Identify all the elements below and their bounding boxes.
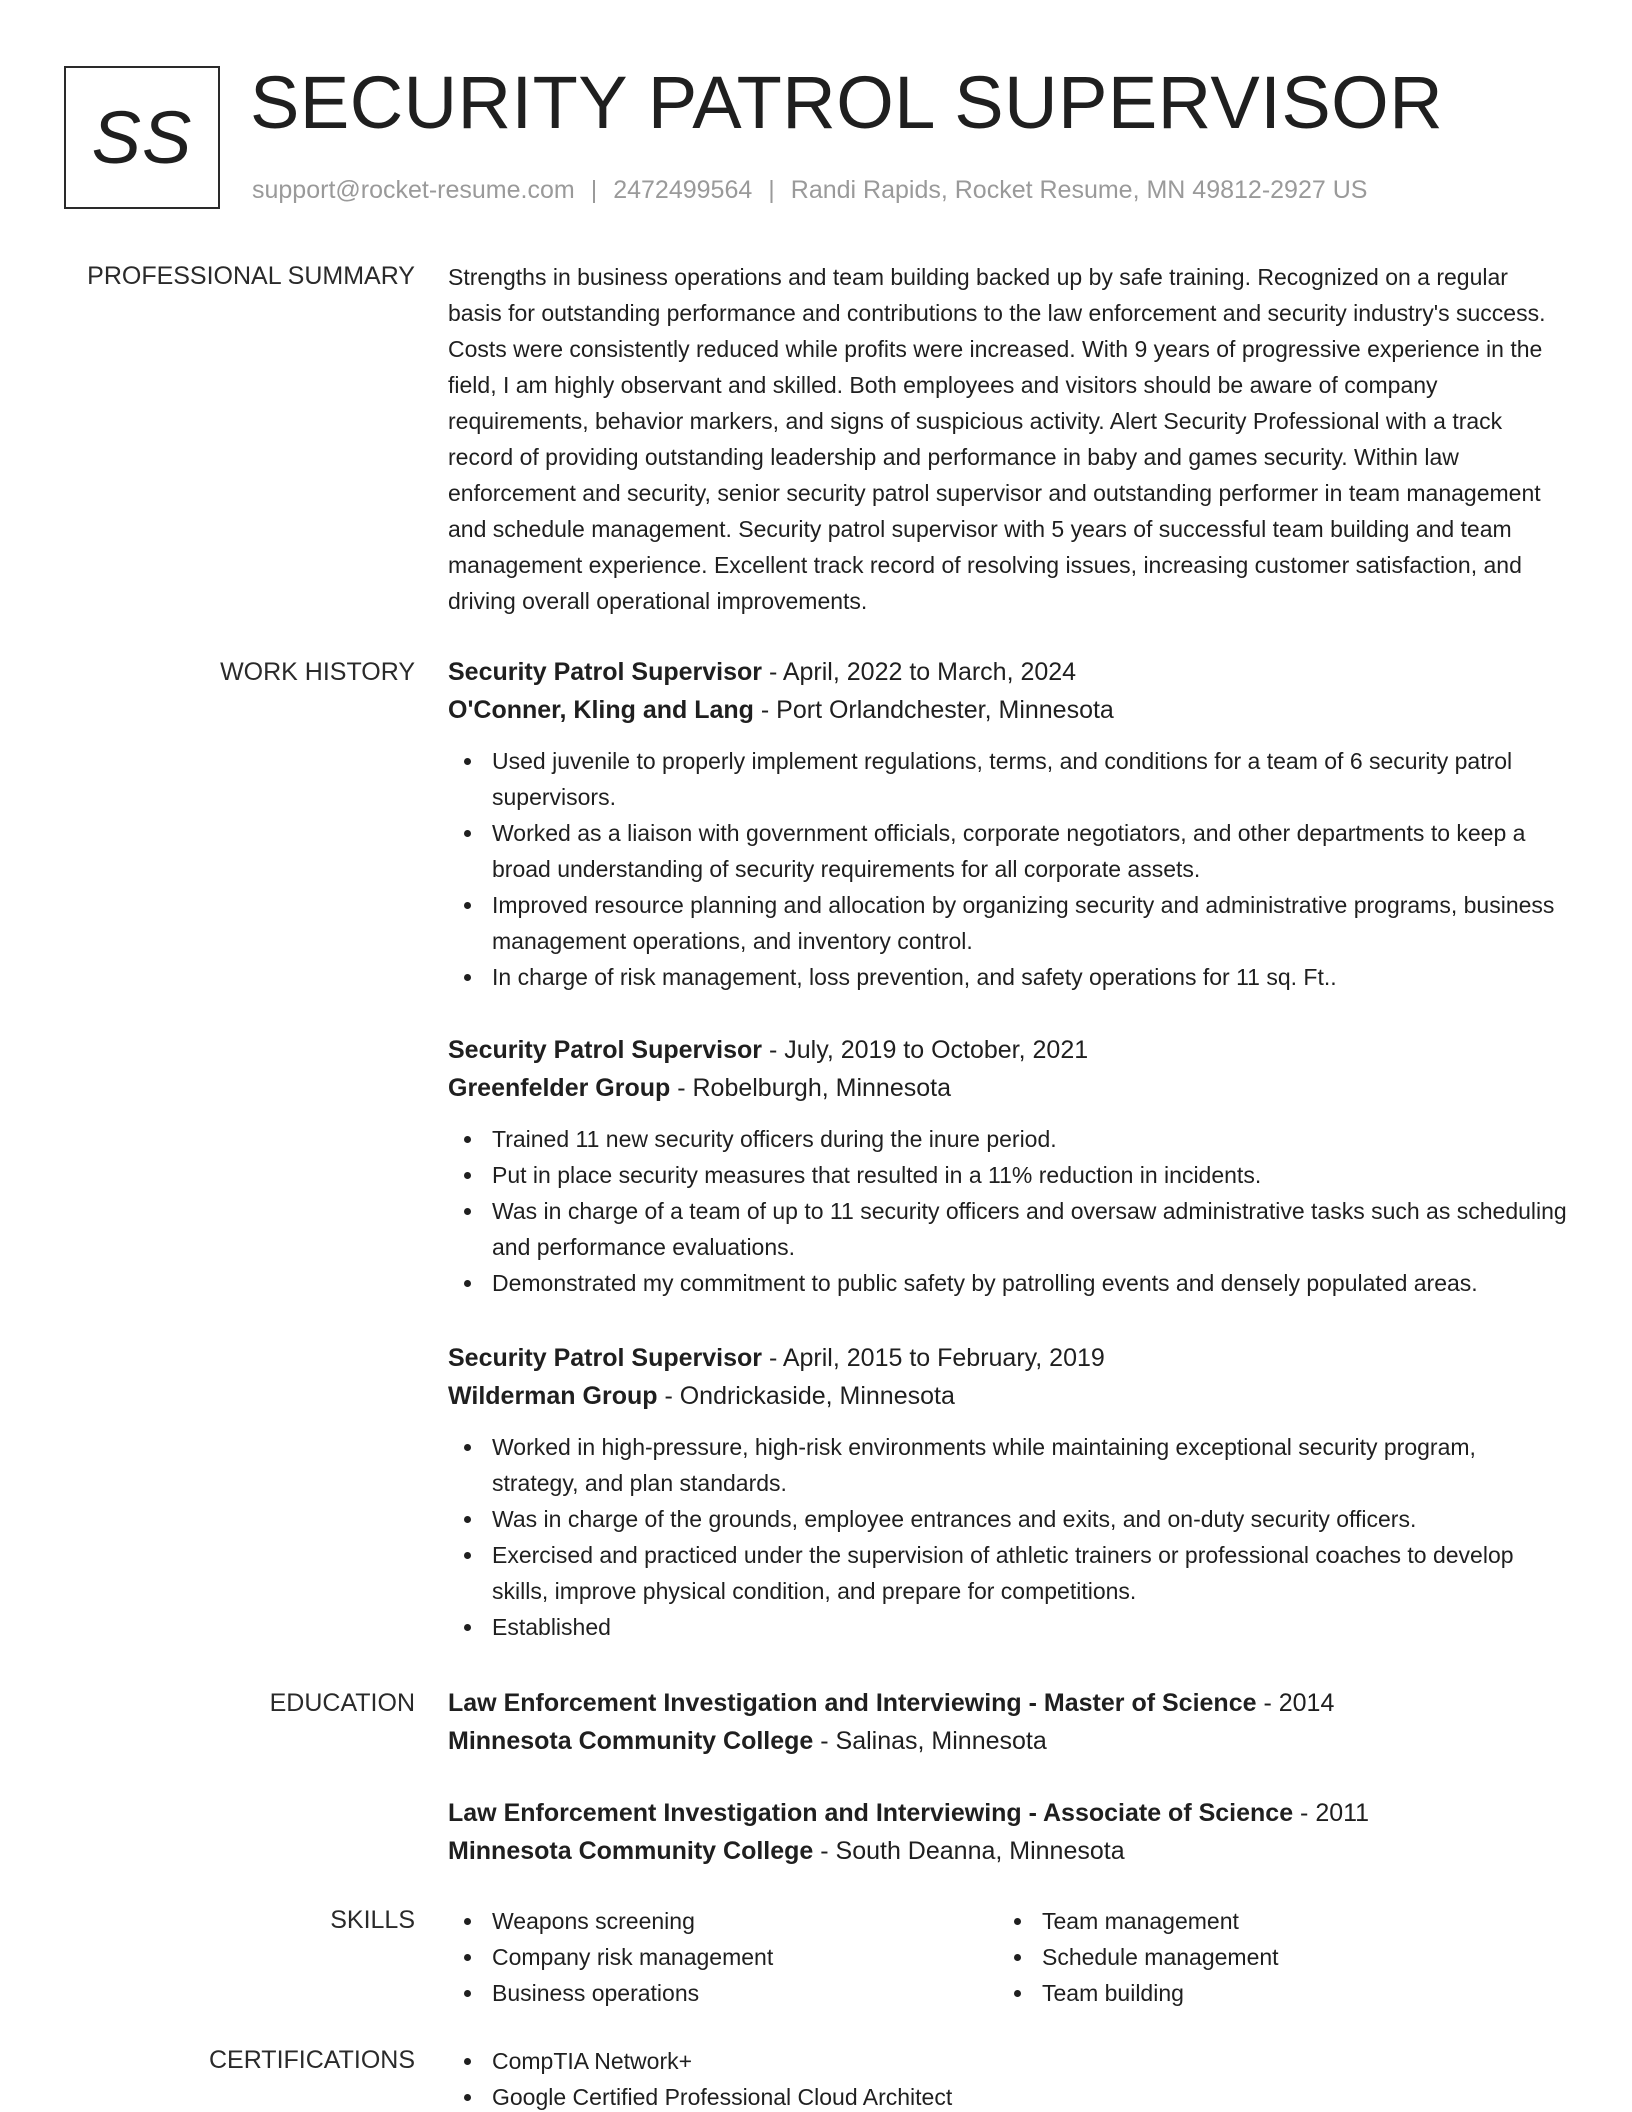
- list-item: Trained 11 new security officers during the inure period.: [448, 1121, 1568, 1157]
- job-title-line: [448, 1031, 1568, 1069]
- job-title-line: [448, 653, 1568, 691]
- skills-column-right: [998, 1903, 1548, 2011]
- skill-item: Schedule management: [998, 1939, 1548, 1975]
- contact-email[interactable]: support@rocket-resume.com: [252, 176, 575, 204]
- list-item: Was in charge of a team of up to 11 security officers and oversaw administrative tasks such as scheduling and performance evaluations.: [448, 1193, 1568, 1265]
- job-company: O'Conner, Kling and Lang: [448, 696, 754, 724]
- degree-year: - 2014: [1256, 1689, 1335, 1717]
- page-title: SECURITY PATROL SUPERVISOR: [250, 61, 1444, 144]
- certification-item: CompTIA Network+: [448, 2043, 1568, 2079]
- skill-item: Business operations: [448, 1975, 998, 2011]
- job-dates: - April, 2015 to February, 2019: [762, 1344, 1105, 1372]
- job-title: Security Patrol Supervisor: [448, 1036, 763, 1064]
- school-location: - South Deanna, Minnesota: [813, 1837, 1125, 1865]
- list-item: Used juvenile to properly implement regulations, terms, and conditions for a team of 6 security patrol supervisors.: [448, 743, 1568, 815]
- job-company: Wilderman Group: [448, 1382, 658, 1410]
- list-item: Was in charge of the grounds, employee entrances and exits, and on-duty security officers.: [448, 1501, 1568, 1537]
- job-location: - Port Orlandchester, Minnesota: [753, 696, 1114, 724]
- school-location: - Salinas, Minnesota: [813, 1727, 1047, 1755]
- job-entry: [448, 653, 1568, 995]
- skill-item: Team building: [998, 1975, 1548, 2011]
- education-entry: [448, 1794, 1568, 1870]
- certifications-list: [448, 2043, 1568, 2112]
- contact-separator: |: [590, 176, 598, 204]
- skills-column-left: [448, 1903, 998, 2011]
- contact-separator: |: [768, 176, 775, 204]
- job-company-line: [448, 691, 1568, 729]
- job-company-line: [448, 1069, 1568, 1107]
- degree-line: [448, 1684, 1568, 1722]
- job-title: Security Patrol Supervisor: [448, 658, 763, 686]
- list-item: In charge of risk management, loss prevention, and safety operations for 11 sq. Ft..: [448, 959, 1568, 995]
- degree-name: Law Enforcement Investigation and Interviewing - Master of Science: [448, 1689, 1257, 1717]
- summary-text: Strengths in business operations and team building backed up by safe training. Recognized on a regular basis for outstanding performance and contributions to the law enforcement and security industry's success. Costs were consistently reduced while profits were increased. With 9 years of progressive experience in the field, I am highly observant and skilled. Both employees and visitors should be aware of company requirements, behavior markers, and signs of suspicious activity. Alert Security Professional with a track record of providing outstanding leadership and performance in baby and games security. Within law enforcement and security, senior security patrol supervisor and outstanding performer in team management and schedule management. Security patrol supervisor with 5 years of successful team building and team management experience. Excellent track record of resolving issues, increasing customer satisfaction, and driving overall operational improvements.: [448, 264, 1546, 614]
- degree-name: Law Enforcement Investigation and Interviewing - Associate of Science: [448, 1799, 1294, 1827]
- section-label-work-history: WORK HISTORY: [220, 658, 415, 686]
- contact-line: [252, 175, 1367, 205]
- school-name: Minnesota Community College: [448, 1837, 814, 1865]
- section-label-education: EDUCATION: [269, 1689, 415, 1717]
- job-location: - Ondrickaside, Minnesota: [657, 1382, 955, 1410]
- list-item: Improved resource planning and allocation by organizing security and administrative programs, business management operations, and inventory control.: [448, 887, 1568, 959]
- list-item: Put in place security measures that resulted in a 11% reduction in incidents.: [448, 1157, 1568, 1193]
- school-line: [448, 1832, 1568, 1870]
- job-entry: [448, 1031, 1568, 1301]
- section-label-summary: PROFESSIONAL SUMMARY: [87, 262, 415, 290]
- summary-section: [448, 259, 1568, 619]
- job-title-line: [448, 1339, 1568, 1377]
- degree-line: [448, 1794, 1568, 1832]
- job-bullets: [448, 743, 1568, 995]
- job-company-line: [448, 1377, 1568, 1415]
- education-entry: [448, 1684, 1568, 1760]
- list-item: Worked in high-pressure, high-risk environments while maintaining exceptional security program, strategy, and plan standards.: [448, 1429, 1568, 1501]
- job-dates: - April, 2022 to March, 2024: [762, 658, 1077, 686]
- list-item: Exercised and practiced under the supervision of athletic trainers or professional coaches to develop skills, improve physical condition, and prepare for competitions.: [448, 1537, 1568, 1609]
- skills-grid: [448, 1903, 1568, 2011]
- degree-year: - 2011: [1293, 1799, 1370, 1827]
- section-label-certifications: CERTIFICATIONS: [208, 2046, 415, 2074]
- skill-item: Weapons screening: [448, 1903, 998, 1939]
- contact-phone[interactable]: 2472499564: [613, 176, 753, 204]
- skill-item: Team management: [998, 1903, 1548, 1939]
- job-bullets: [448, 1429, 1568, 1645]
- list-item: Worked as a liaison with government officials, corporate negotiators, and other departments to keep a broad understanding of security requirements for all corporate assets.: [448, 815, 1568, 887]
- job-location: - Robelburgh, Minnesota: [670, 1074, 951, 1102]
- list-item: Demonstrated my commitment to public safety by patrolling events and densely populated areas.: [448, 1265, 1568, 1301]
- monogram-logo: SS: [64, 66, 220, 209]
- job-company: Greenfelder Group: [448, 1074, 671, 1102]
- school-name: Minnesota Community College: [448, 1727, 814, 1755]
- list-item: Established: [448, 1609, 1568, 1645]
- job-dates: - July, 2019 to October, 2021: [762, 1036, 1089, 1064]
- job-bullets: [448, 1121, 1568, 1301]
- school-line: [448, 1722, 1568, 1760]
- section-label-skills: SKILLS: [330, 1906, 415, 1934]
- certification-item: Google Certified Professional Cloud Architect: [448, 2079, 1568, 2112]
- contact-address: Randi Rapids, Rocket Resume, MN 49812-2927 US: [790, 176, 1368, 204]
- skills-section: [448, 1903, 1568, 2011]
- skill-item: Company risk management: [448, 1939, 998, 1975]
- job-entry: [448, 1339, 1568, 1645]
- certifications-section: [448, 2043, 1568, 2112]
- job-title: Security Patrol Supervisor: [448, 1344, 763, 1372]
